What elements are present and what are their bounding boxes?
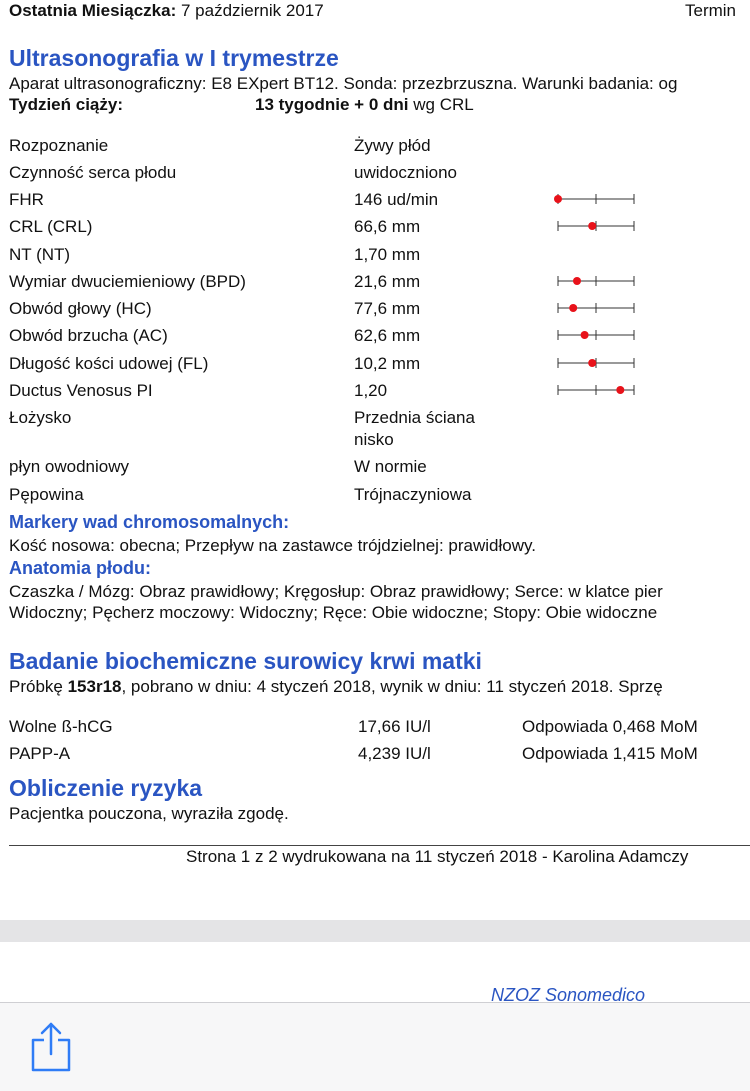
row-label: NT (NT) bbox=[9, 245, 71, 264]
anatomy-text-line1: Czaszka / Mózg: Obraz prawidłowy; Kręgosłup: Obraz prawidłowy; Serce: w klatce pier bbox=[9, 582, 663, 601]
fhr-percentile-gauge bbox=[549, 191, 639, 207]
week-value-line bbox=[255, 95, 474, 115]
row-label: Pępowina bbox=[9, 485, 84, 504]
page2-header: NZOZ Sonomedico bbox=[491, 985, 646, 1001]
row-value: Przednia ściana bbox=[354, 408, 475, 427]
week-suffix: wg CRL bbox=[413, 95, 474, 114]
row-value: 77,6 mm bbox=[354, 299, 421, 318]
share-icon[interactable] bbox=[28, 1021, 74, 1073]
biochem-row-mom: Odpowiada 0,468 MoM bbox=[522, 717, 698, 736]
row-value: 146 ud/min bbox=[354, 190, 439, 209]
sample-details: , pobrano w dniu: 4 styczeń 2018, wynik w dniu: 11 styczeń 2018. Sprzę bbox=[121, 677, 663, 696]
week-label: Tydzień ciąży: bbox=[9, 95, 123, 114]
ac-percentile-gauge bbox=[549, 327, 639, 343]
biochem-row-value: 4,239 IU/l bbox=[358, 744, 431, 763]
apparatus-line: Aparat ultrasonograficzny: E8 EXpert BT12. Sonda: przezbrzuszna. Warunki badania: og bbox=[9, 74, 678, 93]
page-gap bbox=[0, 920, 750, 942]
row-value: 62,6 mm bbox=[354, 326, 421, 345]
gauge-marker bbox=[569, 304, 577, 312]
markers-title: Markery wad chromosomalnych: bbox=[9, 512, 290, 532]
bottom-toolbar bbox=[0, 1002, 750, 1091]
ultrasound-title: Ultrasonografia w I trymestrze bbox=[9, 45, 339, 71]
row-label: Czynność serca płodu bbox=[9, 163, 177, 182]
row-label: CRL (CRL) bbox=[9, 217, 93, 236]
row-label: Ductus Venosus PI bbox=[9, 381, 153, 400]
biochem-row-mom: Odpowiada 1,415 MoM bbox=[522, 744, 698, 763]
row-value: W normie bbox=[354, 457, 427, 476]
row-label: Rozpoznanie bbox=[9, 136, 109, 155]
gauge-marker bbox=[581, 331, 589, 339]
biochem-row-label: Wolne ß-hCG bbox=[9, 717, 113, 736]
row-value: 66,6 mm bbox=[354, 217, 421, 236]
row-label: FHR bbox=[9, 190, 44, 209]
row-label: Obwód głowy (HC) bbox=[9, 299, 152, 318]
termin-label: Termin bbox=[685, 1, 737, 20]
sample-line bbox=[9, 677, 663, 697]
anatomy-title: Anatomia płodu: bbox=[9, 558, 151, 578]
risk-title: Obliczenie ryzyka bbox=[9, 775, 203, 801]
sample-id: 153r18 bbox=[67, 677, 122, 696]
sample-prefix: Próbkę bbox=[9, 677, 68, 696]
row-value: Trójnaczyniowa bbox=[354, 485, 472, 504]
row-label: Łożysko bbox=[9, 408, 72, 427]
row-value-continued: nisko bbox=[354, 430, 394, 449]
gauge-marker bbox=[616, 386, 624, 394]
week-value: 13 tygodnie + 0 dni bbox=[255, 95, 409, 114]
lmp-label: Ostatnia Miesiączka: bbox=[9, 1, 177, 20]
fl-percentile-gauge bbox=[549, 355, 639, 371]
anatomy-text-line2: Widoczny; Pęcherz moczowy: Widoczny; Ręce: Obie widoczne; Stopy: Obie widoczne bbox=[9, 603, 658, 622]
gauge-marker bbox=[588, 222, 596, 230]
hc-percentile-gauge bbox=[549, 300, 639, 316]
lmp-value: 7 październik 2017 bbox=[180, 1, 324, 20]
row-label: Obwód brzucha (AC) bbox=[9, 326, 168, 345]
row-value: 1,70 mm bbox=[354, 245, 421, 264]
gauge-marker bbox=[588, 359, 596, 367]
biochem-row-label: PAPP-A bbox=[9, 744, 71, 763]
row-value: 21,6 mm bbox=[354, 272, 421, 291]
dv-pi-percentile-gauge bbox=[549, 382, 639, 398]
row-label: płyn owodniowy bbox=[9, 457, 130, 476]
row-value: 1,20 bbox=[354, 381, 388, 400]
lmp-line bbox=[9, 1, 324, 21]
gauge-marker bbox=[554, 195, 562, 203]
footer-divider bbox=[9, 845, 750, 846]
bpd-percentile-gauge bbox=[549, 273, 639, 289]
row-value: 10,2 mm bbox=[354, 354, 421, 373]
gauge-marker bbox=[573, 277, 581, 285]
row-value: Żywy płód bbox=[354, 136, 431, 155]
page-footer: Strona 1 z 2 wydrukowana na 11 styczeń 2018 - Karolina Adamczy bbox=[186, 847, 689, 866]
row-label: Długość kości udowej (FL) bbox=[9, 354, 209, 373]
row-value: uwidoczniono bbox=[354, 163, 458, 182]
row-label: Wymiar dwuciemieniowy (BPD) bbox=[9, 272, 246, 291]
risk-text: Pacjentka pouczona, wyraziła zgodę. bbox=[9, 804, 289, 823]
biochem-row-value: 17,66 IU/l bbox=[358, 717, 431, 736]
biochem-title: Badanie biochemiczne surowicy krwi matki bbox=[9, 648, 482, 674]
markers-text: Kość nosowa: obecna; Przepływ na zastawce trójdzielnej: prawidłowy. bbox=[9, 536, 536, 555]
crl-percentile-gauge bbox=[549, 218, 639, 234]
